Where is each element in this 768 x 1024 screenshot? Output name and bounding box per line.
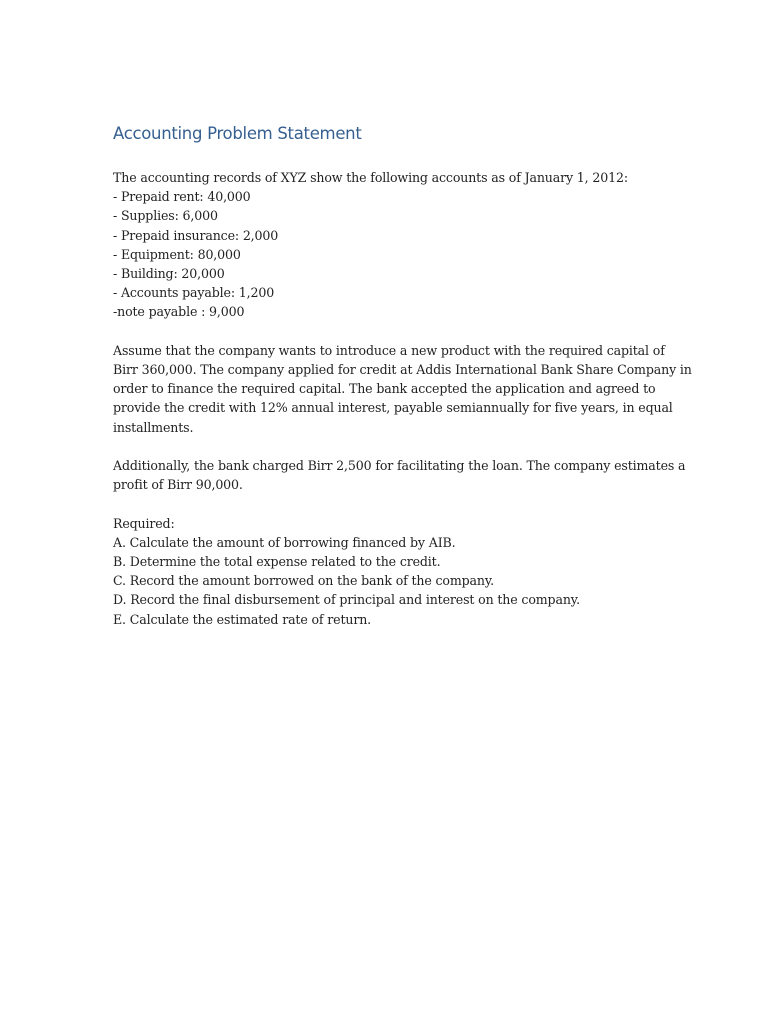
requirement-item: E. Calculate the estimated rate of return. xyxy=(113,611,372,627)
account-item: - Equipment: 80,000 xyxy=(113,246,241,262)
account-item: - Prepaid insurance: 2,000 xyxy=(113,227,279,243)
paragraph-gap xyxy=(113,437,673,456)
intro-line: The accounting records of XYZ show the following accounts as of January 1, 2012: xyxy=(113,170,628,185)
document-title: Accounting Problem Statement xyxy=(113,124,362,143)
paragraph1-line: Assume that the company wants to introduce a new product with the required capital of xyxy=(113,342,665,358)
account-item: - Supplies: 6,000 xyxy=(113,208,218,224)
paragraph-gap xyxy=(113,494,673,513)
paragraph1-line: provide the credit with 12% annual interest, payable semiannually for five years, in equal xyxy=(113,400,673,416)
paragraph2-line: Additionally, the bank charged Birr 2,500 for facilitating the loan. The company estimates a xyxy=(113,458,686,474)
required-label: Required: xyxy=(113,515,175,531)
account-item: - Prepaid rent: 40,000 xyxy=(113,189,251,205)
account-item: -note payable : 9,000 xyxy=(113,304,245,320)
requirement-item: D. Record the final disbursement of principal and interest on the company. xyxy=(113,592,580,608)
paragraph1-line: Birr 360,000. The company applied for credit at Addis International Bank Share Company in xyxy=(113,362,692,378)
paragraph1-line: order to finance the required capital. The bank accepted the application and agreed to xyxy=(113,381,656,397)
account-item: - Building: 20,000 xyxy=(113,266,225,282)
document-body xyxy=(113,168,692,629)
account-item: - Accounts payable: 1,200 xyxy=(113,285,275,301)
paragraph1-line: installments. xyxy=(113,419,194,435)
requirement-item: A. Calculate the amount of borrowing financed by AIB. xyxy=(113,534,456,550)
requirement-item: B. Determine the total expense related to the credit. xyxy=(113,554,441,570)
paragraph2-line: profit of Birr 90,000. xyxy=(113,477,243,493)
paragraph-gap xyxy=(113,322,673,341)
requirement-item: C. Record the amount borrowed on the bank of the company. xyxy=(113,573,495,589)
